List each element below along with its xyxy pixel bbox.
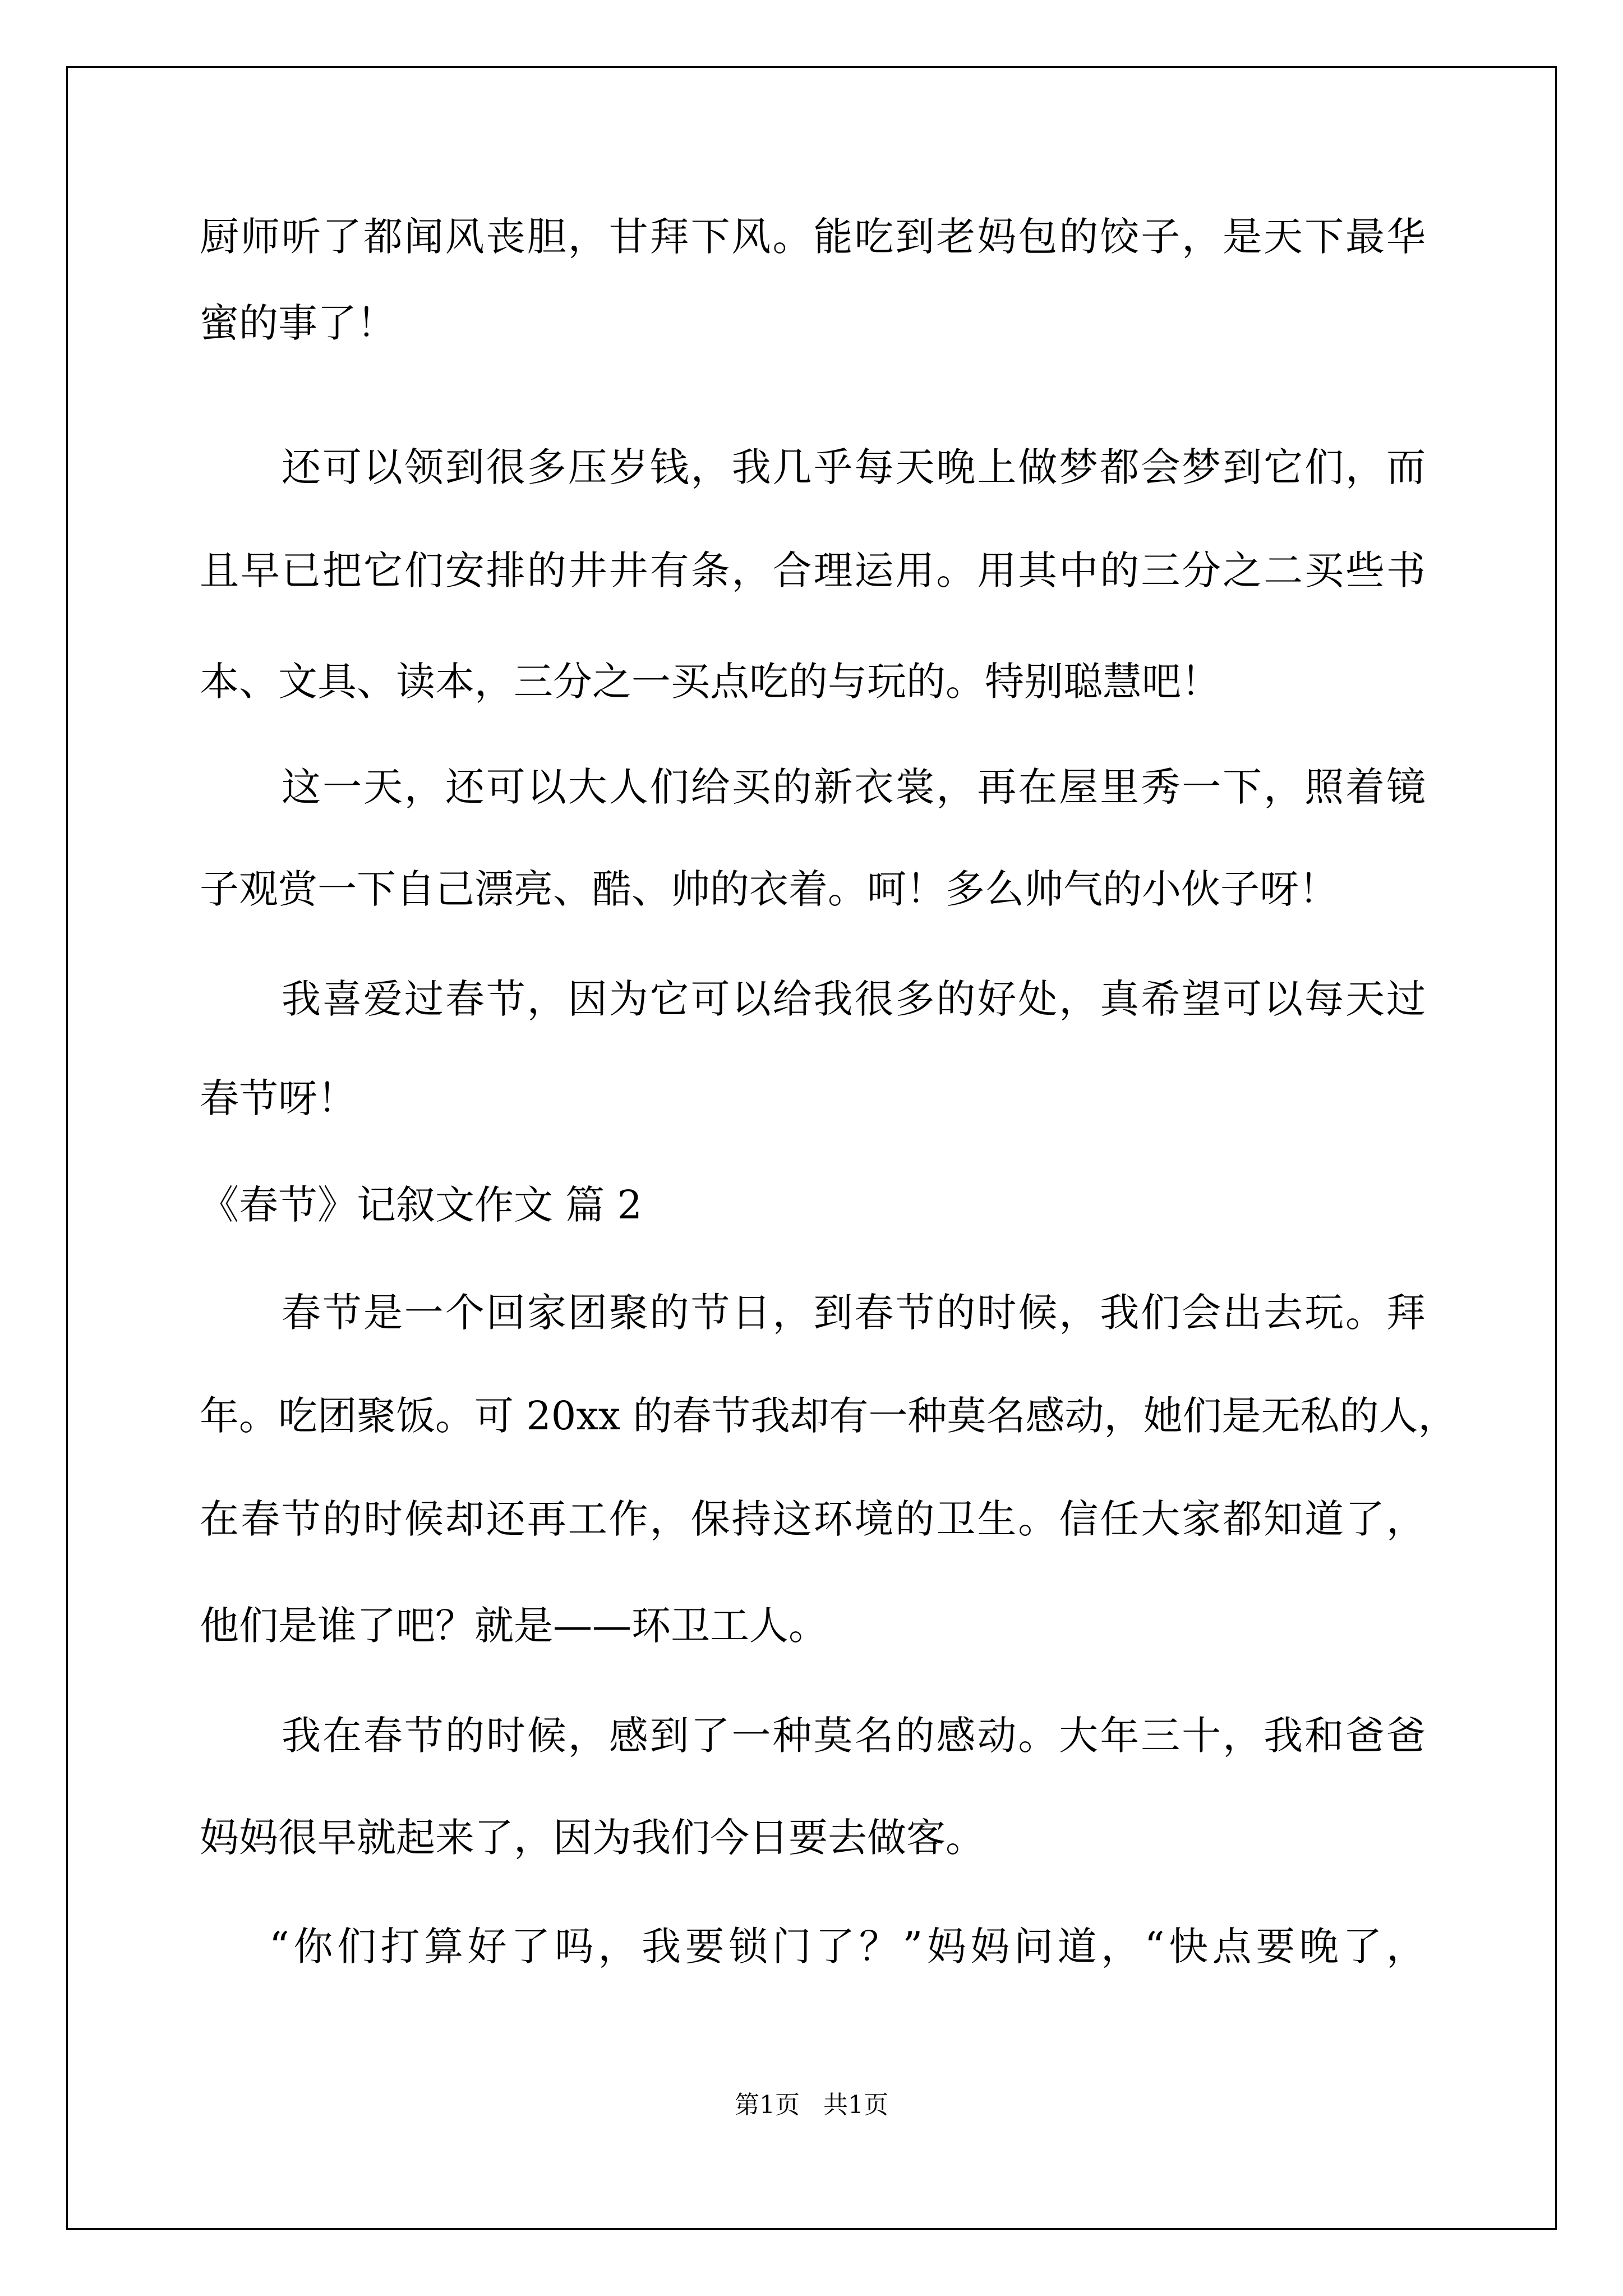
text-line-17: “你们打算好了吗，我要锁门了？”妈妈问道，“快点要晚了，	[269, 1924, 1426, 1970]
text-line-16: 妈妈很早就起来了，因为我们今日要去做客。	[200, 1815, 985, 1861]
text-line-15: 我在春节的时候，感到了一种莫名的感动。大年三十，我和爸爸	[282, 1713, 1426, 1759]
text-line-4: 且早已把它们安排的井井有条，合理运用。用其中的三分之二买些书	[200, 547, 1426, 593]
text-line-7: 子观赏一下自己漂亮、酷、帅的衣着。呵！多么帅气的小伙子呀！	[200, 866, 1338, 912]
text-line-2: 蜜的事了！	[200, 300, 396, 346]
text-line-3: 还可以领到很多压岁钱，我几乎每天晚上做梦都会梦到它们，而	[282, 444, 1426, 490]
section-heading: 《春节》记叙文作文 篇 2	[200, 1182, 643, 1228]
text-line-9: 春节呀！	[200, 1075, 357, 1121]
page-border	[66, 66, 1557, 2230]
text-line-11: 春节是一个回家团聚的节日，到春节的时候，我们会出去玩。拜	[282, 1290, 1426, 1336]
text-line-1: 厨师听了都闻风丧胆，甘拜下风。能吃到老妈包的饺子，是天下最华	[200, 214, 1426, 260]
text-line-8: 我喜爱过春节，因为它可以给我很多的好处，真希望可以每天过	[282, 976, 1426, 1022]
text-line-12: 年。吃团聚饭。可 20xx 的春节我却有一种莫名感动，她们是无私的人，	[200, 1393, 1458, 1439]
text-line-14: 他们是谁了吧？就是——环卫工人。	[200, 1603, 828, 1649]
text-line-6: 这一天，还可以大人们给买的新衣裳，再在屋里秀一下，照着镜	[282, 764, 1426, 810]
page-footer: 第1页 共1页	[735, 2091, 888, 2119]
text-line-5: 本、文具、读本，三分之一买点吃的与玩的。特别聪慧吧！	[200, 659, 1220, 705]
text-line-13: 在春节的时候却还再工作，保持这环境的卫生。信任大家都知道了，	[200, 1496, 1426, 1542]
